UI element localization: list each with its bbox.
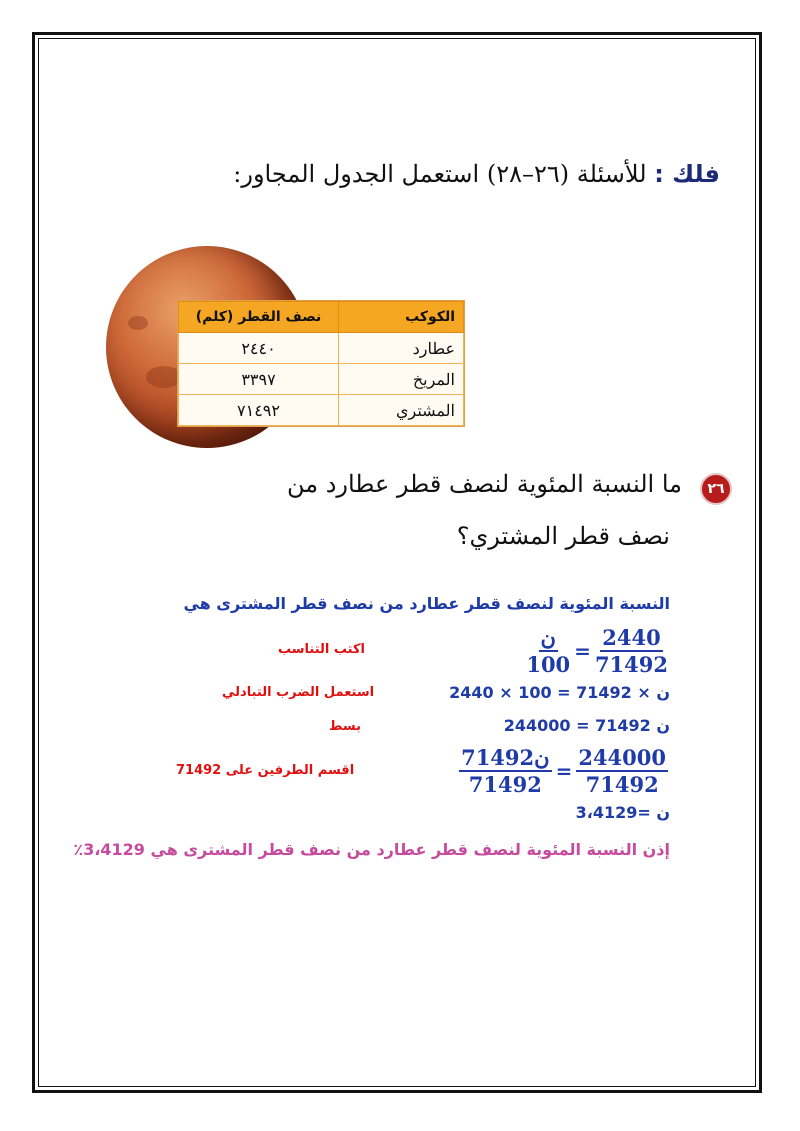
result-equation: ن =3،4129	[575, 803, 670, 822]
step-note: استعمل الضرب التبادلي	[222, 685, 375, 700]
planet-name: المريخ	[339, 364, 464, 395]
fraction-known	[595, 626, 668, 676]
equals-sign: =	[555, 759, 573, 784]
fraction-unknown	[526, 626, 570, 676]
planet-radius: ٣٣٩٧	[179, 364, 339, 395]
question-line-2: نصف قطر المشتري؟	[456, 522, 670, 550]
solution-conclusion: إذن النسبة المئوية لنصف قطر عطارد من نصف قطر المشترى هي 3،4129٪	[73, 840, 670, 859]
solution-intro: النسبة المئوية لنصف قطر عطارد من نصف قطر المشترى هي	[183, 594, 670, 613]
fraction-denominator: 71492	[468, 772, 542, 798]
fraction-denominator: 71492	[594, 652, 668, 678]
table-row	[179, 395, 464, 426]
fraction-denominator: 71492	[585, 772, 659, 798]
table-header-row	[179, 302, 464, 333]
fraction-numerator: ن	[539, 626, 558, 652]
fraction-denominator: 100	[526, 652, 571, 678]
planet-name: عطارد	[339, 333, 464, 364]
fraction-known	[576, 746, 668, 796]
step-note: اكتب التناسب	[278, 642, 365, 657]
proportion-equation	[526, 626, 668, 676]
step-note: اقسم الطرفين على 71492	[176, 763, 355, 778]
planet-radius: ٢٤٤٠	[179, 333, 339, 364]
planet-name: المشتري	[339, 395, 464, 426]
simplified-equation: 244000 = 71492 ن	[503, 716, 670, 735]
fraction-numerator: 244000	[576, 746, 668, 772]
table-row	[179, 364, 464, 395]
step-note: بسط	[329, 719, 362, 734]
planet-radius-table	[178, 301, 464, 426]
table-row	[179, 333, 464, 364]
fraction-unknown	[459, 746, 551, 796]
page-inner-border	[38, 38, 756, 1087]
heading-text: للأسئلة (٢٦–٢٨) استعمل الجدول المجاور:	[233, 160, 647, 188]
heading-label: فلك :	[654, 160, 720, 188]
division-equation	[459, 746, 668, 796]
equals-sign: =	[574, 639, 591, 664]
header-radius: نصف القطر (كلم)	[179, 302, 339, 333]
fraction-numerator: 2440	[600, 626, 662, 652]
fraction-numerator: 71492ن	[459, 746, 551, 772]
question-number-badge: ٢٦	[700, 473, 732, 505]
header-planet: الكوكب	[339, 302, 464, 333]
planet-radius: ٧١٤٩٢	[179, 395, 339, 426]
section-heading	[233, 160, 720, 188]
cross-multiply-equation: 2440 × 100 = 71492 × ن	[449, 683, 670, 702]
question-line-1: ما النسبة المئوية لنصف قطر عطارد من	[286, 470, 682, 498]
